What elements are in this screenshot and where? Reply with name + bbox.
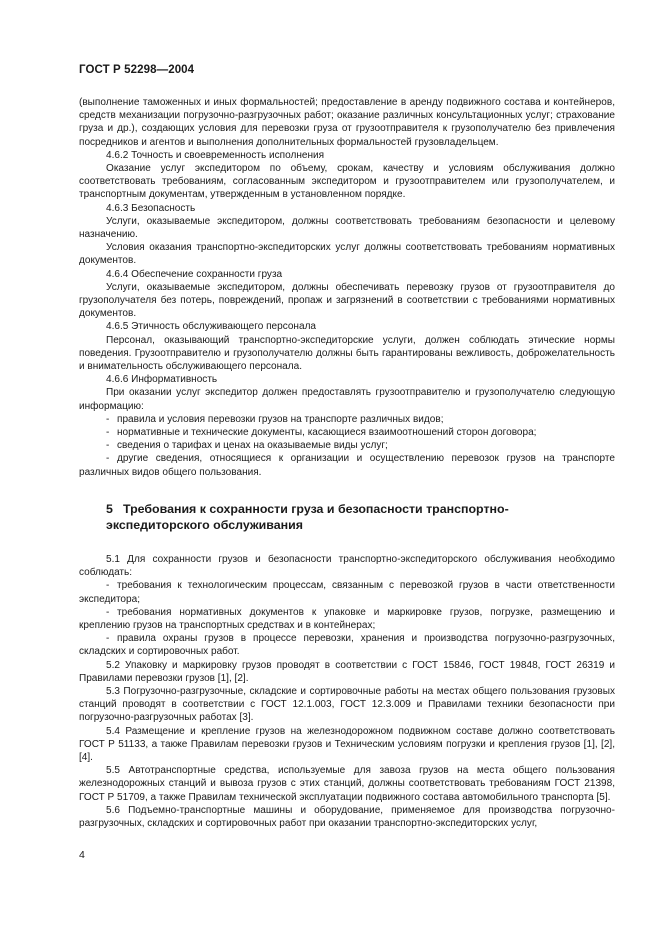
list-item-text: правила охраны грузов в процессе перевозки, хранения и производства погрузочно-разгрузочных, складских и сортировочных работ. (79, 633, 615, 658)
paragraph-5-4: 5.4 Размещение и крепление грузов на железнодорожном подвижном составе должно соответствовать ГОСТ Р 51133, а также Правилам перевозки грузов и Техническим условиям погрузки и крепления грузов [1], [2], [4]. (79, 725, 615, 763)
document-header: ГОСТ Р 52298—2004 (79, 64, 195, 76)
paragraph-5-2: 5.2 Упаковку и маркировку грузов проводят в соответствии с ГОСТ 15846, ГОСТ 19848, ГОСТ 26319 и Правилами перевозки грузов [1], [2]. (79, 659, 615, 684)
paragraph-4-6-4: Услуги, оказываемые экспедитором, должны обеспечивать перевозку грузов от грузоотправителя до грузополучателя без потерь, повреждений, пропаж и загрязнений в соответствии с требованиями нормативных документов. (79, 281, 615, 320)
list-item-text: другие сведения, относящиеся к организации и осуществлению перевозок грузов на транспорте различных видов общего пользования. (79, 453, 615, 478)
list-dash: - (106, 440, 110, 452)
list-item-text: сведения о тарифах и ценах на оказываемые виды услуг; (117, 440, 388, 452)
section-title-line-1: Требования к сохранности груза и безопасности транспортно- (123, 501, 509, 516)
list-item-text: требования к технологическим процессам, связанным с перевозкой грузов в части ответственности экспедитора; (79, 580, 615, 605)
section-heading-5 (79, 501, 615, 533)
paragraph-4-6-6: При оказании услуг экспедитор должен предоставлять грузоотправителю и грузополучателю следующую информацию: (79, 387, 615, 412)
subsection-heading-4-6-3: 4.6.3 Безопасность (106, 202, 196, 214)
list-item (79, 413, 615, 426)
page-number: 4 (79, 849, 85, 861)
list-item (79, 439, 615, 452)
paragraph-5-5: 5.5 Автотранспортные средства, используемые для завоза грузов на места общего пользования железнодорожных станций и вывоза грузов с этих станций, должны соответствовать требованиям ГОСТ 21398, ГОСТ Р 51709, а также Правилам технической эксплуатации подвижного состава автомобильного транспорта [5]. (79, 765, 615, 803)
section-number: 5 (106, 501, 113, 516)
paragraph-4-6-3-b: Условия оказания транспортно-экспедиторских услуг должны соответствовать требованиям нормативных документов. (79, 242, 615, 267)
subsection-heading-4-6-5: 4.6.5 Этичность обслуживающего персонала (106, 321, 317, 333)
subsection-heading-4-6-6: 4.6.6 Информативность (106, 374, 218, 386)
list-item (79, 606, 615, 632)
subsection-heading-4-6-4: 4.6.4 Обеспечение сохранности груза (106, 268, 283, 280)
list-item-text: нормативные и технические документы, касающиеся взаимоотношений сторон договора; (117, 427, 537, 439)
list-dash: - (106, 427, 110, 439)
list-item (79, 579, 615, 605)
paragraph-5-3: 5.3 Погрузочно-разгрузочные, складские и сортировочные работы на местах общего пользования грузовых станций проводят в соответствии с ГОСТ 12.1.003, ГОСТ 12.3.009 и Правилами техники безопасности при погрузочно-разгрузочных работах [3]. (79, 685, 615, 724)
list-dash: - (106, 633, 110, 645)
subsection-heading-4-6-2: 4.6.2 Точность и своевременность исполнения (106, 149, 325, 161)
paragraph-4-6-2: Оказание услуг экспедитором по объему, срокам, качеству и условиям обслуживания должно соответствовать требованиям, согласованным экспедитором и грузоотправителем или грузополучателем, и транспортным документам, утвержденным в установленном порядке. (79, 163, 615, 201)
list-dash: - (106, 580, 110, 592)
paragraph-5-1: 5.1 Для сохранности грузов и безопасности транспортно-экспедиторского обслуживания необходимо соблюдать: (79, 553, 615, 579)
paragraph-4-6-5: Персонал, оказывающий транспортно-экспедиторские услуги, должен соблюдать этические нормы поведения. Грузоотправителю и грузополучателю должны быть гарантированы вежливость, доброжелательность и внимательность обслуживающего персонала. (79, 334, 615, 373)
paragraph-5-6: 5.6 Подъемно-транспортные машины и оборудование, применяемое для производства погрузочно-разгрузочных, складских и сортировочных работ при оказании транспортно-экспедиторских услуг, (79, 804, 615, 829)
list-item (79, 632, 615, 658)
paragraph-intro: (выполнение таможенных и иных формальностей; предоставление в аренду подвижного состава и контейнеров, средств механизации погрузочно-разгрузочных работ; оказание различных консультационных услуг; страхование груза и др.), создающих условия для перевозки груза от грузоотправителя к грузополучателю без привлечения посредников и агентов и выполнения дополнительных формальностей грузовладельцем. (79, 97, 615, 148)
list-dash: - (106, 453, 110, 465)
list-dash: - (106, 413, 110, 425)
list-item-text: требования нормативных документов к упаковке и маркировке грузов, погрузке, размещению и креплению грузов на транспортных средствах и в контейнерах; (79, 606, 615, 631)
list-item (79, 452, 615, 478)
list-item (79, 426, 615, 439)
page-content (79, 96, 615, 830)
list-item-text: правила и условия перевозки грузов на транспорте различных видов; (117, 413, 444, 425)
paragraph-4-6-3-a: Услуги, оказываемые экспедитором, должны соответствовать требованиям безопасности и целевому назначению. (79, 215, 615, 241)
section-title-line-2: экспедиторского обслуживания (106, 517, 303, 532)
list-dash: - (106, 606, 110, 618)
